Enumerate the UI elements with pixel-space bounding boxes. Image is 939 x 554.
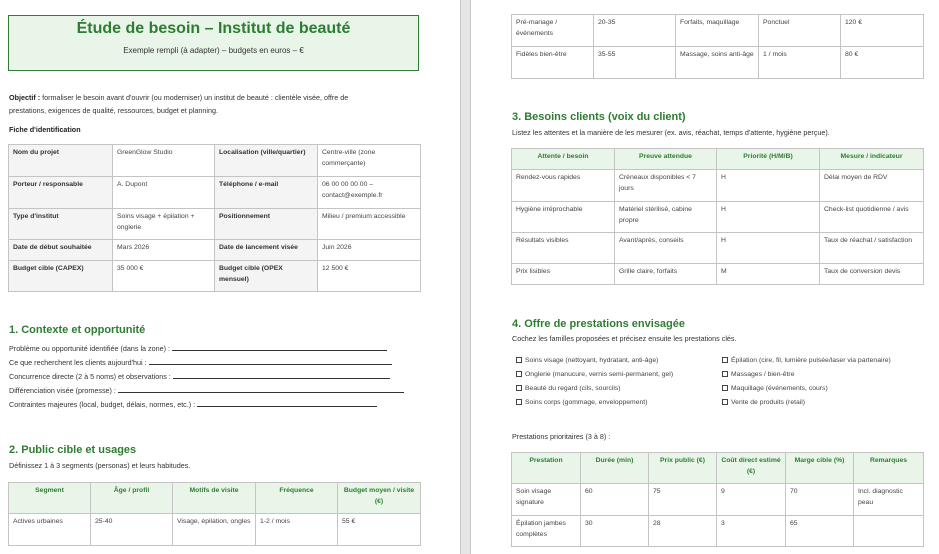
- table-row: [9, 209, 421, 240]
- table-row: [512, 484, 924, 516]
- table-cell[interactable]: [854, 516, 924, 547]
- id-value[interactable]: 12 500 €: [318, 261, 421, 292]
- table-cell[interactable]: 55 €: [338, 514, 421, 546]
- table-cell[interactable]: Forfaits, maquillage: [676, 15, 759, 47]
- context-field-differentiation[interactable]: [9, 384, 404, 395]
- checkbox-label: Soins corps (gommage, enveloppement): [525, 399, 648, 406]
- column-header: Prix public (€): [649, 453, 717, 484]
- table-cell[interactable]: H: [717, 202, 820, 233]
- context-field-problem[interactable]: [9, 342, 387, 353]
- field-label: Différenciation visée (promesse) :: [9, 386, 118, 395]
- column-header: Âge / profil: [91, 483, 173, 514]
- column-header: Attente / besoin: [512, 149, 615, 170]
- section-3-intro: Listez les attentes et la manière de les mesurer (ex. avis, réachat, temps d'attente, hygiène perçue).: [512, 128, 830, 137]
- checkbox-label: Soins visage (nettoyant, hydratant, anti-âge): [525, 357, 659, 364]
- table-cell[interactable]: Prix lisibles: [512, 264, 615, 285]
- section-4-intro: Cochez les familles proposées et précisez ensuite les prestations clés.: [512, 334, 737, 343]
- table-cell[interactable]: Créneaux disponibles < 7 jours: [615, 170, 717, 202]
- checkbox-icon[interactable]: [516, 399, 522, 405]
- context-field-client-needs[interactable]: [9, 356, 392, 367]
- table-row: [9, 177, 421, 209]
- table-cell[interactable]: 9: [717, 484, 786, 516]
- table-cell[interactable]: Incl. diagnostic peau: [854, 484, 924, 516]
- id-label: Téléphone / e-mail: [215, 177, 318, 209]
- context-field-constraints[interactable]: [9, 398, 377, 409]
- column-header: Remarques: [854, 453, 924, 484]
- context-field-competition[interactable]: [9, 370, 390, 381]
- table-cell[interactable]: H: [717, 233, 820, 264]
- id-value[interactable]: GreenGlow Studio: [113, 145, 215, 177]
- column-header: Segment: [9, 483, 91, 514]
- table-row: [512, 15, 924, 47]
- document-page-right: [472, 0, 939, 554]
- id-value[interactable]: 35 000 €: [113, 261, 215, 292]
- id-label: Type d'institut: [9, 209, 113, 240]
- table-cell[interactable]: 1 / mois: [759, 47, 841, 79]
- table-cell[interactable]: Résultats visibles: [512, 233, 615, 264]
- table-row: [512, 202, 924, 233]
- checkbox-icon[interactable]: [722, 357, 728, 363]
- title-banner: [8, 15, 419, 71]
- table-row: [512, 516, 924, 547]
- id-label: Nom du projet: [9, 145, 113, 177]
- table-cell[interactable]: 120 €: [841, 15, 924, 47]
- checkbox-icon[interactable]: [516, 385, 522, 391]
- field-label: Problème ou opportunité identifiée (dans la zone) :: [9, 344, 173, 353]
- column-header: Motifs de visite: [173, 483, 256, 514]
- table-row: [512, 264, 924, 285]
- table-cell[interactable]: 60: [581, 484, 649, 516]
- document-title: Étude de besoin – Institut de beauté: [76, 20, 351, 37]
- table-cell[interactable]: 1-2 / mois: [256, 514, 338, 546]
- checkbox-vente-produits[interactable]: [722, 399, 805, 406]
- column-header: Coût direct estimé (€): [717, 453, 786, 484]
- objective-paragraph: [9, 92, 429, 117]
- checkbox-massages[interactable]: [722, 371, 794, 378]
- table-row: [512, 47, 924, 79]
- checkbox-label: Épilation (cire, fil, lumière pulsée/laser via partenaire): [731, 357, 891, 364]
- segments-table-continued: [511, 14, 924, 79]
- page-separator: [460, 0, 471, 554]
- field-blank-line[interactable]: [173, 370, 390, 379]
- objective-label: Objectif :: [9, 93, 41, 102]
- column-header: Preuve attendue: [615, 149, 717, 170]
- checkbox-maquillage[interactable]: [722, 385, 828, 392]
- checkbox-label: Maquillage (événements, cours): [731, 385, 828, 392]
- checkbox-label: Massages / bien-être: [731, 371, 795, 378]
- id-label: Budget cible (OPEX mensuel): [215, 261, 318, 292]
- document-page-left: [0, 0, 460, 554]
- table-cell[interactable]: Taux de réachat / satisfaction: [820, 233, 924, 264]
- field-label: Ce que recherchent les clients aujourd'hui :: [9, 358, 149, 367]
- checkbox-epilation[interactable]: [722, 357, 891, 364]
- table-cell[interactable]: 3: [717, 516, 786, 547]
- id-value[interactable]: Soins visage + épilation + onglerie: [113, 209, 215, 240]
- column-header: Prestation: [512, 453, 581, 484]
- field-blank-line[interactable]: [197, 398, 377, 407]
- section-2-intro: Définissez 1 à 3 segments (personas) et leurs habitudes.: [9, 461, 191, 470]
- column-header: Marge cible (%): [786, 453, 854, 484]
- table-cell[interactable]: Épilation jambes complètes: [512, 516, 581, 547]
- field-blank-line[interactable]: [118, 384, 404, 393]
- table-row: [9, 145, 421, 177]
- checkbox-soins-visage[interactable]: [516, 357, 658, 364]
- priority-services-label: Prestations prioritaires (3 à 8) :: [512, 432, 611, 441]
- id-label: Positionnement: [215, 209, 318, 240]
- checkbox-label: Beauté du regard (cils, sourcils): [525, 385, 621, 392]
- checkbox-icon[interactable]: [722, 385, 728, 391]
- table-cell[interactable]: Actives urbaines: [9, 514, 91, 546]
- table-cell[interactable]: 75: [649, 484, 717, 516]
- id-value[interactable]: 06 00 00 00 00 – contact@exemple.fr: [318, 177, 421, 209]
- section-4-heading: 4. Offre de prestations envisagée: [512, 318, 686, 330]
- priority-services-table: [511, 452, 924, 547]
- checkbox-label: Vente de produits (retail): [731, 399, 806, 406]
- table-row: [9, 514, 421, 546]
- column-header: Fréquence: [256, 483, 338, 514]
- section-1-heading: 1. Contexte et opportunité: [9, 324, 146, 336]
- checkbox-soins-corps[interactable]: [516, 399, 647, 406]
- table-cell[interactable]: M: [717, 264, 820, 285]
- id-label: Date de début souhaitée: [9, 240, 113, 261]
- table-cell[interactable]: H: [717, 170, 820, 202]
- table-header-row: [512, 453, 924, 484]
- id-value[interactable]: Centre-ville (zone commerçante): [318, 145, 421, 177]
- table-cell[interactable]: Grille claire, forfaits: [615, 264, 717, 285]
- objective-text-2: prestations, exigences de qualité, ressources, budget et planning.: [9, 105, 218, 115]
- table-cell[interactable]: Fidèles bien-être: [512, 47, 594, 79]
- table-cell[interactable]: Pré-mariage / événements: [512, 15, 594, 47]
- table-cell[interactable]: Soin visage signature: [512, 484, 581, 516]
- id-label: Localisation (ville/quartier): [215, 145, 318, 177]
- table-cell[interactable]: 80 €: [841, 47, 924, 79]
- field-label: Contraintes majeures (local, budget, délais, normes, etc.) :: [9, 400, 198, 409]
- table-cell[interactable]: Taux de conversion devis: [820, 264, 924, 285]
- field-blank-line[interactable]: [149, 356, 392, 365]
- id-label: Porteur / responsable: [9, 177, 113, 209]
- identification-heading: Fiche d'identification: [9, 125, 81, 134]
- table-cell[interactable]: Visage, épilation, ongles: [173, 514, 256, 546]
- section-3-heading: 3. Besoins clients (voix du client): [512, 111, 686, 123]
- checkbox-beaute-regard[interactable]: [516, 385, 621, 392]
- checkbox-onglerie[interactable]: [516, 371, 673, 378]
- table-cell[interactable]: 28: [649, 516, 717, 547]
- checkbox-icon[interactable]: [722, 399, 728, 405]
- table-row: [9, 261, 421, 292]
- table-cell[interactable]: 70: [786, 484, 854, 516]
- table-cell[interactable]: Check-list quotidienne / avis: [820, 202, 924, 233]
- table-row: [512, 233, 924, 264]
- id-label: Budget cible (CAPEX): [9, 261, 113, 292]
- table-header-row: [9, 483, 421, 514]
- identification-table: [8, 144, 421, 292]
- checkbox-label: Onglerie (manucure, vernis semi-permanent, gel): [525, 371, 674, 378]
- checkbox-icon[interactable]: [516, 357, 522, 363]
- table-cell[interactable]: Hygiène irréprochable: [512, 202, 615, 233]
- column-header: Budget moyen / visite (€): [338, 483, 421, 514]
- table-cell[interactable]: Ponctuel: [759, 15, 841, 47]
- table-row: [9, 240, 421, 261]
- field-label: Concurrence directe (2 à 5 noms) et observations :: [9, 372, 173, 381]
- table-cell[interactable]: 20-35: [594, 15, 676, 47]
- table-cell[interactable]: 25-40: [91, 514, 173, 546]
- table-cell[interactable]: 65: [786, 516, 854, 547]
- table-cell[interactable]: 35-55: [594, 47, 676, 79]
- segments-table: [8, 482, 421, 546]
- table-cell[interactable]: Rendez-vous rapides: [512, 170, 615, 202]
- field-blank-line[interactable]: [172, 342, 387, 351]
- table-cell[interactable]: 30: [581, 516, 649, 547]
- id-value[interactable]: Mars 2026: [113, 240, 215, 261]
- table-header-row: [512, 149, 924, 170]
- objective-text-1: formaliser le besoin avant d'ouvrir (ou moderniser) un institut de beauté : clientèle visée, offre de: [40, 93, 349, 102]
- column-header: Mesure / indicateur: [820, 149, 924, 170]
- client-needs-table: [511, 148, 924, 285]
- table-row: [512, 170, 924, 202]
- column-header: Durée (min): [581, 453, 649, 484]
- column-header: Priorité (H/M/B): [717, 149, 820, 170]
- table-cell[interactable]: Avant/après, conseils: [615, 233, 717, 264]
- table-cell[interactable]: Matériel stérilisé, cabine propre: [615, 202, 717, 233]
- id-label: Date de lancement visée: [215, 240, 318, 261]
- id-value[interactable]: Milieu / premium accessible: [318, 209, 421, 240]
- checkbox-icon[interactable]: [722, 371, 728, 377]
- section-2-heading: 2. Public cible et usages: [9, 444, 137, 456]
- table-cell[interactable]: Massage, soins anti-âge: [676, 47, 759, 79]
- document-subtitle: Exemple rempli (à adapter) – budgets en euros – €: [123, 46, 304, 55]
- table-cell[interactable]: Délai moyen de RDV: [820, 170, 924, 202]
- id-value[interactable]: A. Dupont: [113, 177, 215, 209]
- id-value[interactable]: Juin 2026: [318, 240, 421, 261]
- checkbox-icon[interactable]: [516, 371, 522, 377]
